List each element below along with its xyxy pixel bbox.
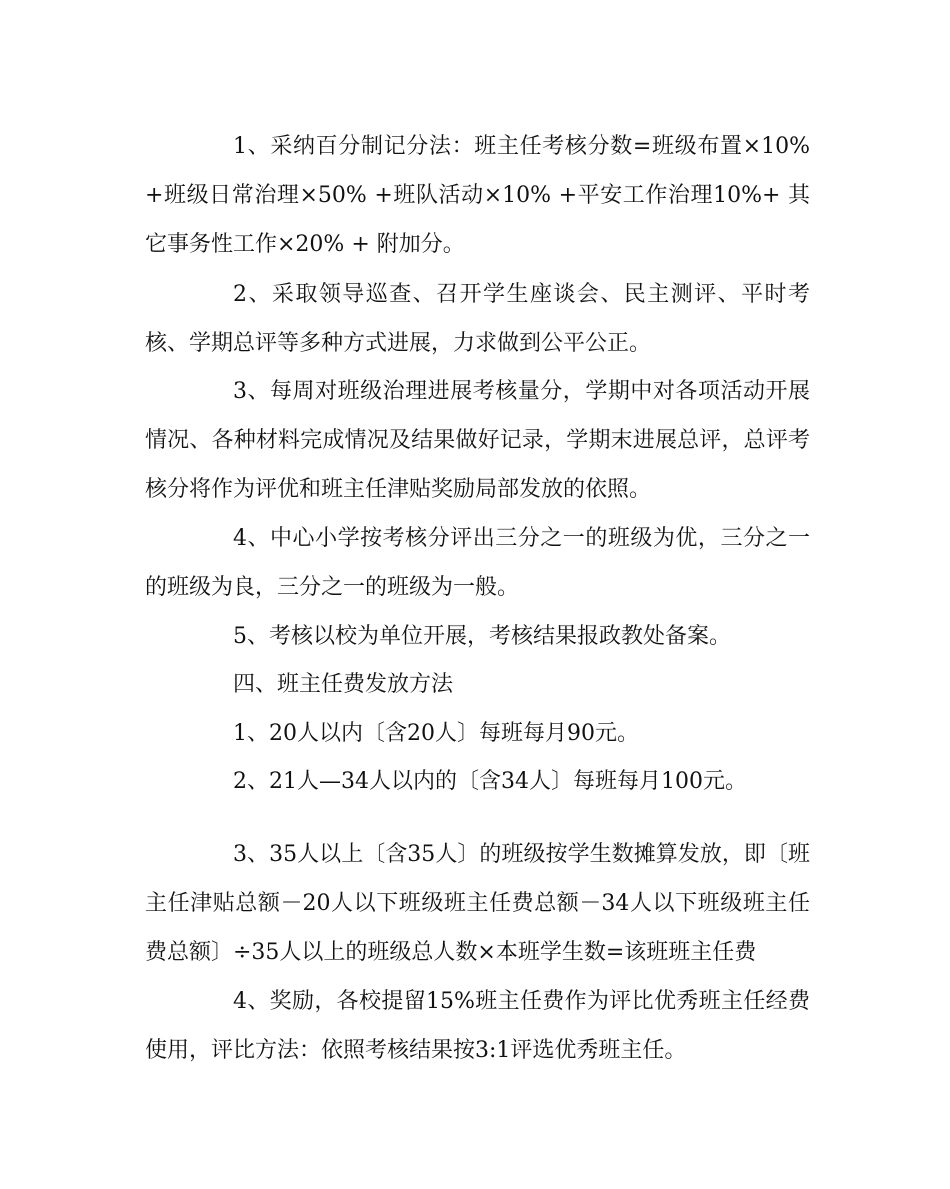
paragraph-3: 3、每周对班级治理进展考核量分，学期中对各项活动开展情况、各种材料完成情况及结果做好记录，学期末进展总评，总评考核分将作为评优和班主任津贴奖励局部发放的依照。: [145, 379, 810, 502]
paragraph-4: 4、中心小学按考核分评出三分之一的班级为优，三分之一的班级为良，三分之一的班级为一般。: [145, 526, 810, 600]
section-heading: 四、班主任费发放方法: [233, 672, 454, 697]
paragraph-2: 2、采取领导巡查、召开学生座谈会、民主测评、平时考核、学期总评等多种方式进展，力求做到公平公正。: [145, 282, 810, 356]
paragraph-5: 5、考核以校为单位开展，考核结果报政教处备案。: [233, 624, 731, 649]
paragraph-9: 4、奖励，各校提留15%班主任费作为评比优秀班主任经费使用，评比方法：依照考核结果按3:1评选优秀班主任。: [145, 989, 810, 1063]
paragraph-7: 2、21人—34人以内的〔含34人〕每班每月100元。: [233, 769, 747, 794]
paragraph-6: 1、20人以内〔含20人〕每班每月90元。: [233, 721, 639, 746]
paragraph-8: 3、35人以上〔含35人〕的班级按学生数摊算发放，即〔班主任津贴总额－20人以下班级班主任费总额－34人以下班级班主任费总额〕÷35人以上的班级总人数×本班学生数=该班班主任费: [145, 842, 810, 965]
paragraph-1: 1、采纳百分制记分法：班主任考核分数=班级布置×10% +班级日常治理×50% +班队活动×10% +平安工作治理10%+ 其它事务性工作×20% + 附加分。: [145, 134, 810, 257]
